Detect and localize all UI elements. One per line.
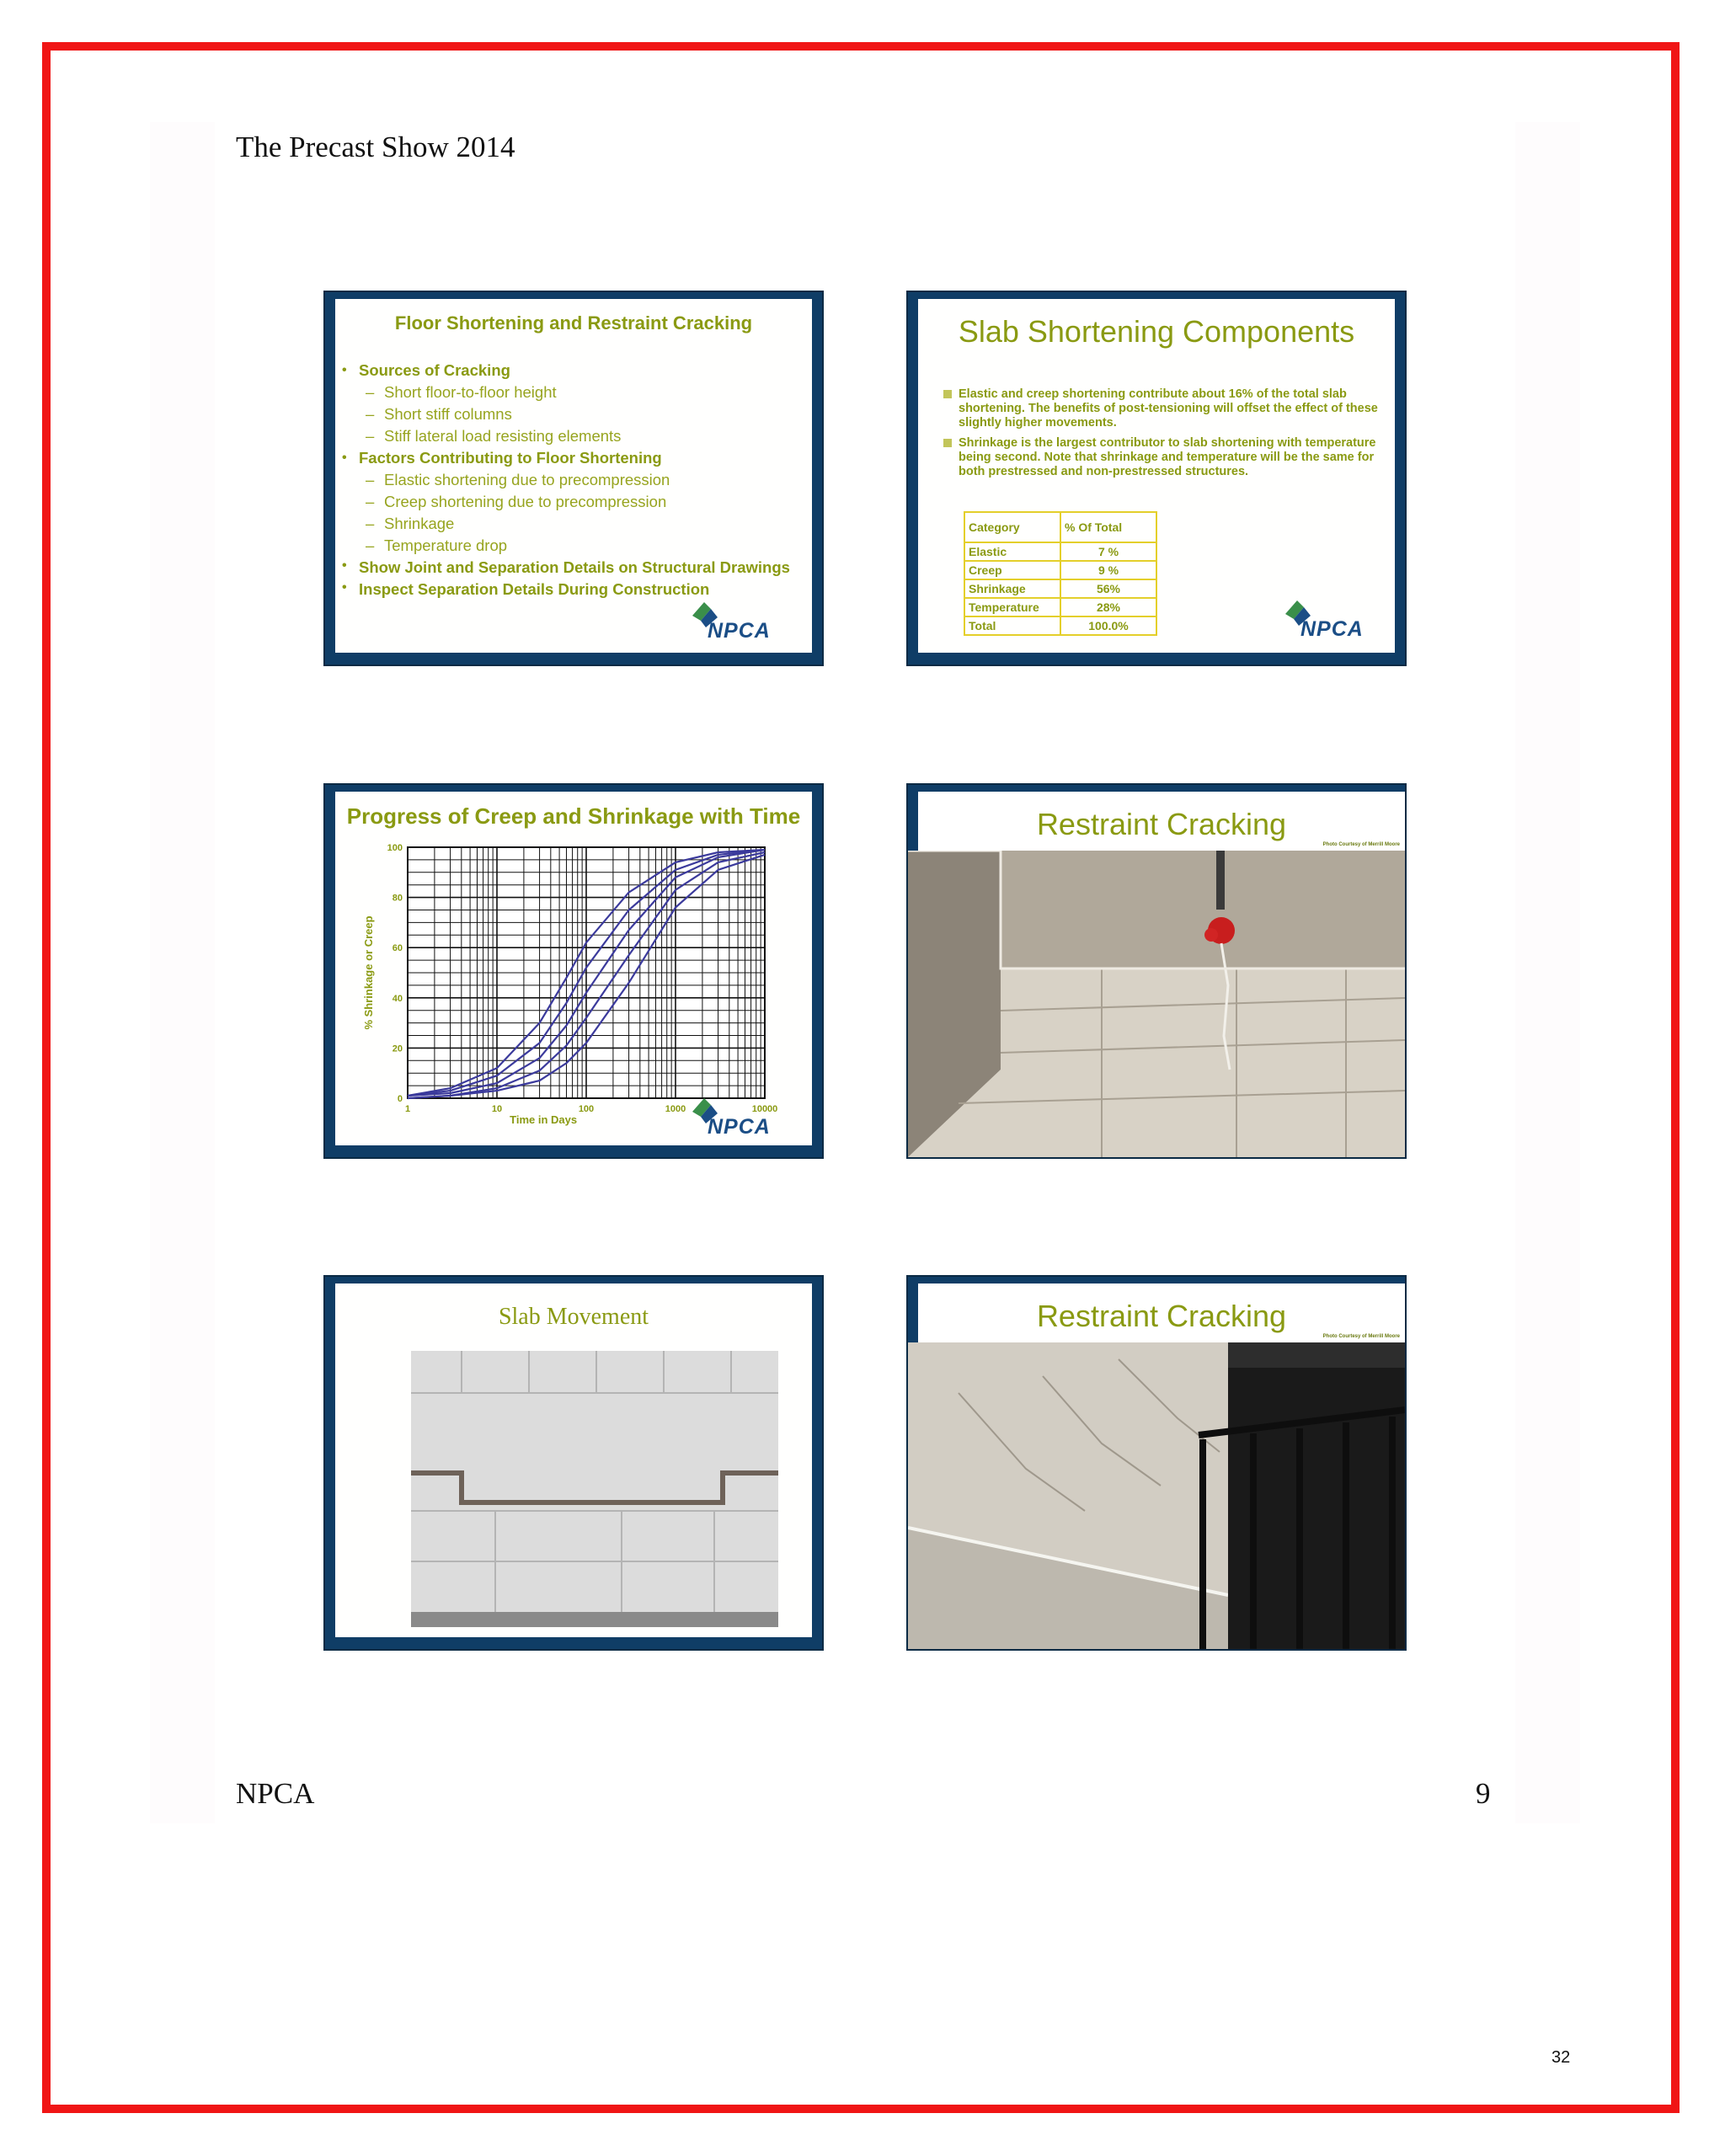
table-cell: Creep [964,561,1060,579]
y-tick-label: 80 [392,893,403,904]
slide-slab-movement [323,1275,824,1651]
page-footer-left: NPCA [236,1777,315,1810]
slide-title: Slab Shortening Components [958,314,1355,349]
table-cell: Temperature [964,598,1060,616]
slide-floor-shortening [323,291,824,666]
x-tick-label: 1000 [665,1104,686,1114]
logo-text: NPCA [708,1115,771,1139]
logo-text: NPCA [1300,617,1364,641]
photo-slab-movement [411,1351,778,1627]
table-cell: Shrinkage [964,579,1060,598]
sub-bullet-item: – Short stiff columns [340,403,804,425]
y-tick-label: 100 [387,843,403,853]
x-axis-label: Time in Days [510,1113,578,1126]
npca-logo [1282,597,1383,648]
x-tick-label: 100 [578,1104,595,1114]
slide-title: Restraint Cracking [1036,807,1287,841]
x-tick-label: 10000 [751,1104,778,1114]
y-axis-label: % Shrinkage or Creep [362,915,375,1030]
photo-credit: Photo Courtesy of Merrill Moore [1322,842,1400,847]
bullet-item: • Sources of Cracking [340,360,804,382]
sub-bullet-item: – Shrinkage [340,513,804,535]
table-cell: Total [964,616,1060,635]
table-cell: 7 % [1060,542,1156,561]
table-row [964,616,1156,635]
table-header: Category [964,512,1060,542]
sub-bullet-item: – Elastic shortening due to precompression [340,469,804,491]
x-tick-label: 1 [404,1104,411,1114]
logo-text: NPCA [708,619,771,643]
table-cell: 9 % [1060,561,1156,579]
paragraph-1: Elastic and creep shortening contribute about 16% of the total slab shortening. The benefits of post-tensioning will offset the effect of these slightly higher movements. [940,387,1388,430]
table-cell: Elastic [964,542,1060,561]
table-cell: 28% [1060,598,1156,616]
bullet-item: • Inspect Separation Details During Construction [340,579,804,600]
table-row [964,542,1156,561]
table-cell: 100.0% [1060,616,1156,635]
slide-title: Floor Shortening and Restraint Cracking [394,312,753,334]
shortening-table [964,511,1157,636]
sub-bullet-item: – Creep shortening due to precompression [340,491,804,513]
table-header: % Of Total [1060,512,1156,542]
bullet-list [340,360,804,600]
table-cell: 56% [1060,579,1156,598]
y-tick-label: 60 [392,943,403,954]
photo-credit: Photo Courtesy of Merrill Moore [1322,1334,1400,1339]
sub-bullet-item: – Stiff lateral load resisting elements [340,425,804,447]
photo-cracked-wall-railing [908,1342,1405,1649]
sub-bullet-item: – Short floor-to-floor height [340,382,804,403]
photo-cracked-wall [908,851,1405,1157]
x-tick-label: 10 [491,1104,503,1114]
page-footer-number: 9 [1476,1777,1491,1810]
table-row [964,598,1156,616]
page-header: The Precast Show 2014 [236,131,515,163]
slide-title: Progress of Creep and Shrinkage with Time [346,803,801,829]
corner-page-number: 32 [1551,2048,1571,2067]
slide-title: Restraint Cracking [1036,1299,1287,1333]
npca-logo [689,599,790,649]
y-tick-label: 0 [397,1094,403,1104]
slide-title: Slab Movement [498,1304,649,1330]
bullet-item: • Factors Contributing to Floor Shortening [340,447,804,469]
slide-slab-shortening-components [906,291,1407,666]
paragraph-2: Shrinkage is the largest contributor to slab shortening with temperature being second. Note that shrinkage and temperature will be the same for both prestressed and non-prestressed structures. [940,436,1388,479]
npca-logo [689,1095,790,1145]
sub-bullet-item: – Temperature drop [340,535,804,557]
table-row [964,561,1156,579]
slide-restraint-cracking-1 [906,783,1407,1159]
slide-creep-shrinkage-chart [323,783,824,1159]
y-tick-label: 20 [392,1043,403,1054]
y-tick-label: 40 [392,993,403,1004]
slide-restraint-cracking-2 [906,1275,1407,1651]
table-row [964,579,1156,598]
bullet-item: • Show Joint and Separation Details on Structural Drawings [340,557,804,579]
